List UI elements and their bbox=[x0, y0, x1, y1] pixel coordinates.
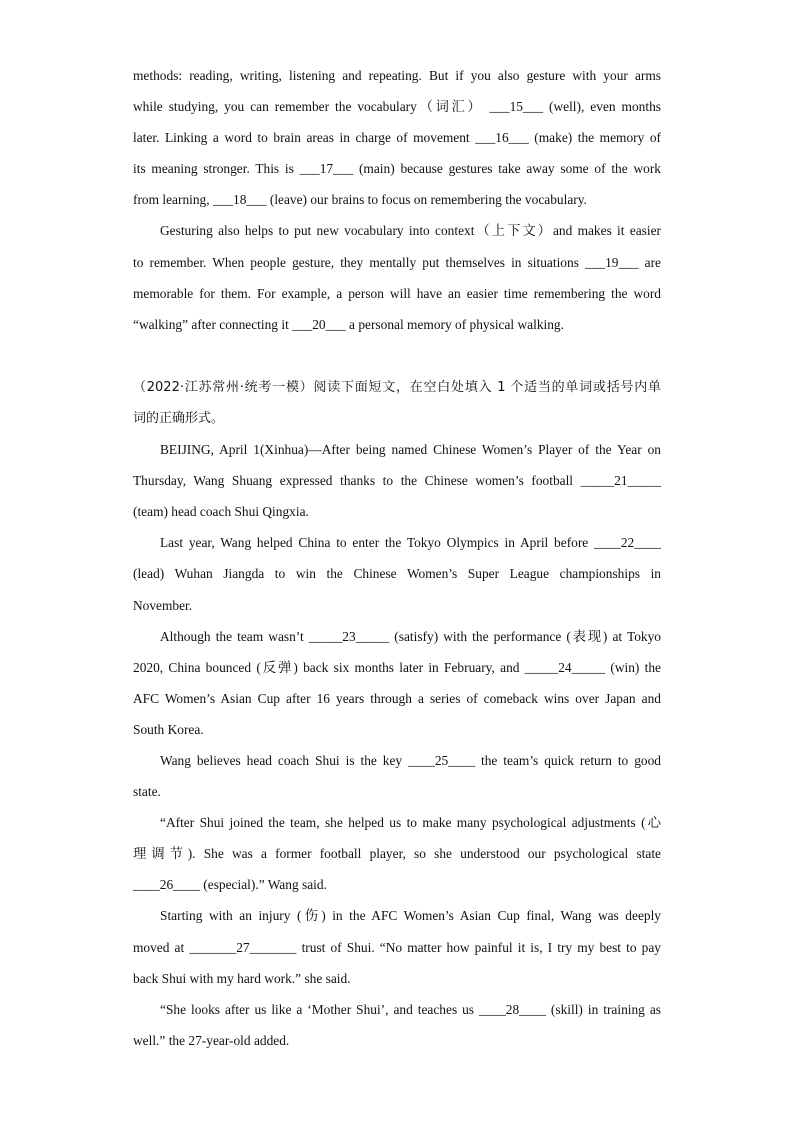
question-instruction bbox=[133, 372, 661, 434]
instruction-line: （2022·江苏常州·统考一模）阅读下面短文，在空白处填入 1 个适当的单词或括号内单 bbox=[133, 379, 661, 395]
passage-line: Last year, Wang helped China to enter the Tokyo Olympics in April before ____22____ bbox=[160, 535, 661, 551]
passage-line: Thursday, Wang Shuang expressed thanks to the Chinese women’s football _____21_____ bbox=[133, 473, 661, 489]
passage-two bbox=[133, 434, 661, 1056]
passage-line: 2020, China bounced (反弹) back six months later in February, and _____24_____ (win) the bbox=[133, 659, 661, 675]
section-gap bbox=[133, 340, 661, 372]
passage-line: (team) head coach Shui Qingxia. bbox=[133, 504, 309, 520]
passage-line: its meaning stronger. This is ___17___ (main) because gestures take away some of the work bbox=[133, 161, 661, 177]
passage-line: memorable for them. For example, a person will have an easier time remembering the word bbox=[133, 285, 661, 301]
passage-line: state. bbox=[133, 784, 161, 800]
instruction-line: 词的正确形式。 bbox=[133, 410, 225, 426]
passage-one bbox=[133, 60, 661, 340]
document-page bbox=[133, 60, 661, 1056]
passage-line: “She looks after us like a ‘Mother Shui’, and teaches us ____28____ (skill) in training as bbox=[160, 1001, 661, 1017]
passage-line: Gesturing also helps to put new vocabulary into context（上下文）and makes it easier bbox=[160, 223, 661, 239]
passage-line: ____26____ (especial).” Wang said. bbox=[133, 877, 327, 893]
passage-line: (lead) Wuhan Jiangda to win the Chinese Women’s Super League championships in bbox=[133, 566, 661, 582]
passage-line: BEIJING, April 1(Xinhua)—After being named Chinese Women’s Player of the Year on bbox=[160, 442, 661, 458]
passage-line: to remember. When people gesture, they mentally put themselves in situations ___19___ are bbox=[133, 254, 661, 270]
passage-line: South Korea. bbox=[133, 721, 204, 737]
passage-line: AFC Women’s Asian Cup after 16 years through a series of comeback wins over Japan and bbox=[133, 690, 661, 706]
passage-line: well.” the 27-year-old added. bbox=[133, 1032, 290, 1048]
passage-line: from learning, ___18___ (leave) our brains to focus on remembering the vocabulary. bbox=[133, 192, 587, 208]
passage-line: “After Shui joined the team, she helped us to make many psychological adjustments (心 bbox=[160, 815, 661, 831]
passage-line: moved at _______27_______ trust of Shui. “No matter how painful it is, I try my best to pay bbox=[133, 939, 661, 955]
passage-line: while studying, you can remember the vocabulary（词汇） ___15___ (well), even months bbox=[133, 99, 661, 115]
passage-line: “walking” after connecting it ___20___ a personal memory of physical walking. bbox=[133, 316, 564, 332]
passage-line: later. Linking a word to brain areas in charge of movement ___16___ (make) the memory of bbox=[133, 130, 661, 146]
passage-line: November. bbox=[133, 597, 193, 613]
passage-line: Starting with an injury (伤) in the AFC Women’s Asian Cup final, Wang was deeply bbox=[160, 908, 661, 924]
passage-line: methods: reading, writing, listening and repeating. But if you also gesture with your arms bbox=[133, 68, 661, 83]
passage-line: Wang believes head coach Shui is the key ____25____ the team’s quick return to good bbox=[160, 752, 661, 768]
passage-line: back Shui with my hard work.” she said. bbox=[133, 970, 351, 986]
passage-line: Although the team wasn’t _____23_____ (satisfy) with the performance (表现) at Tokyo bbox=[160, 628, 661, 644]
passage-line: 理调节). She was a former football player, so she understood our psychological state bbox=[133, 846, 661, 862]
